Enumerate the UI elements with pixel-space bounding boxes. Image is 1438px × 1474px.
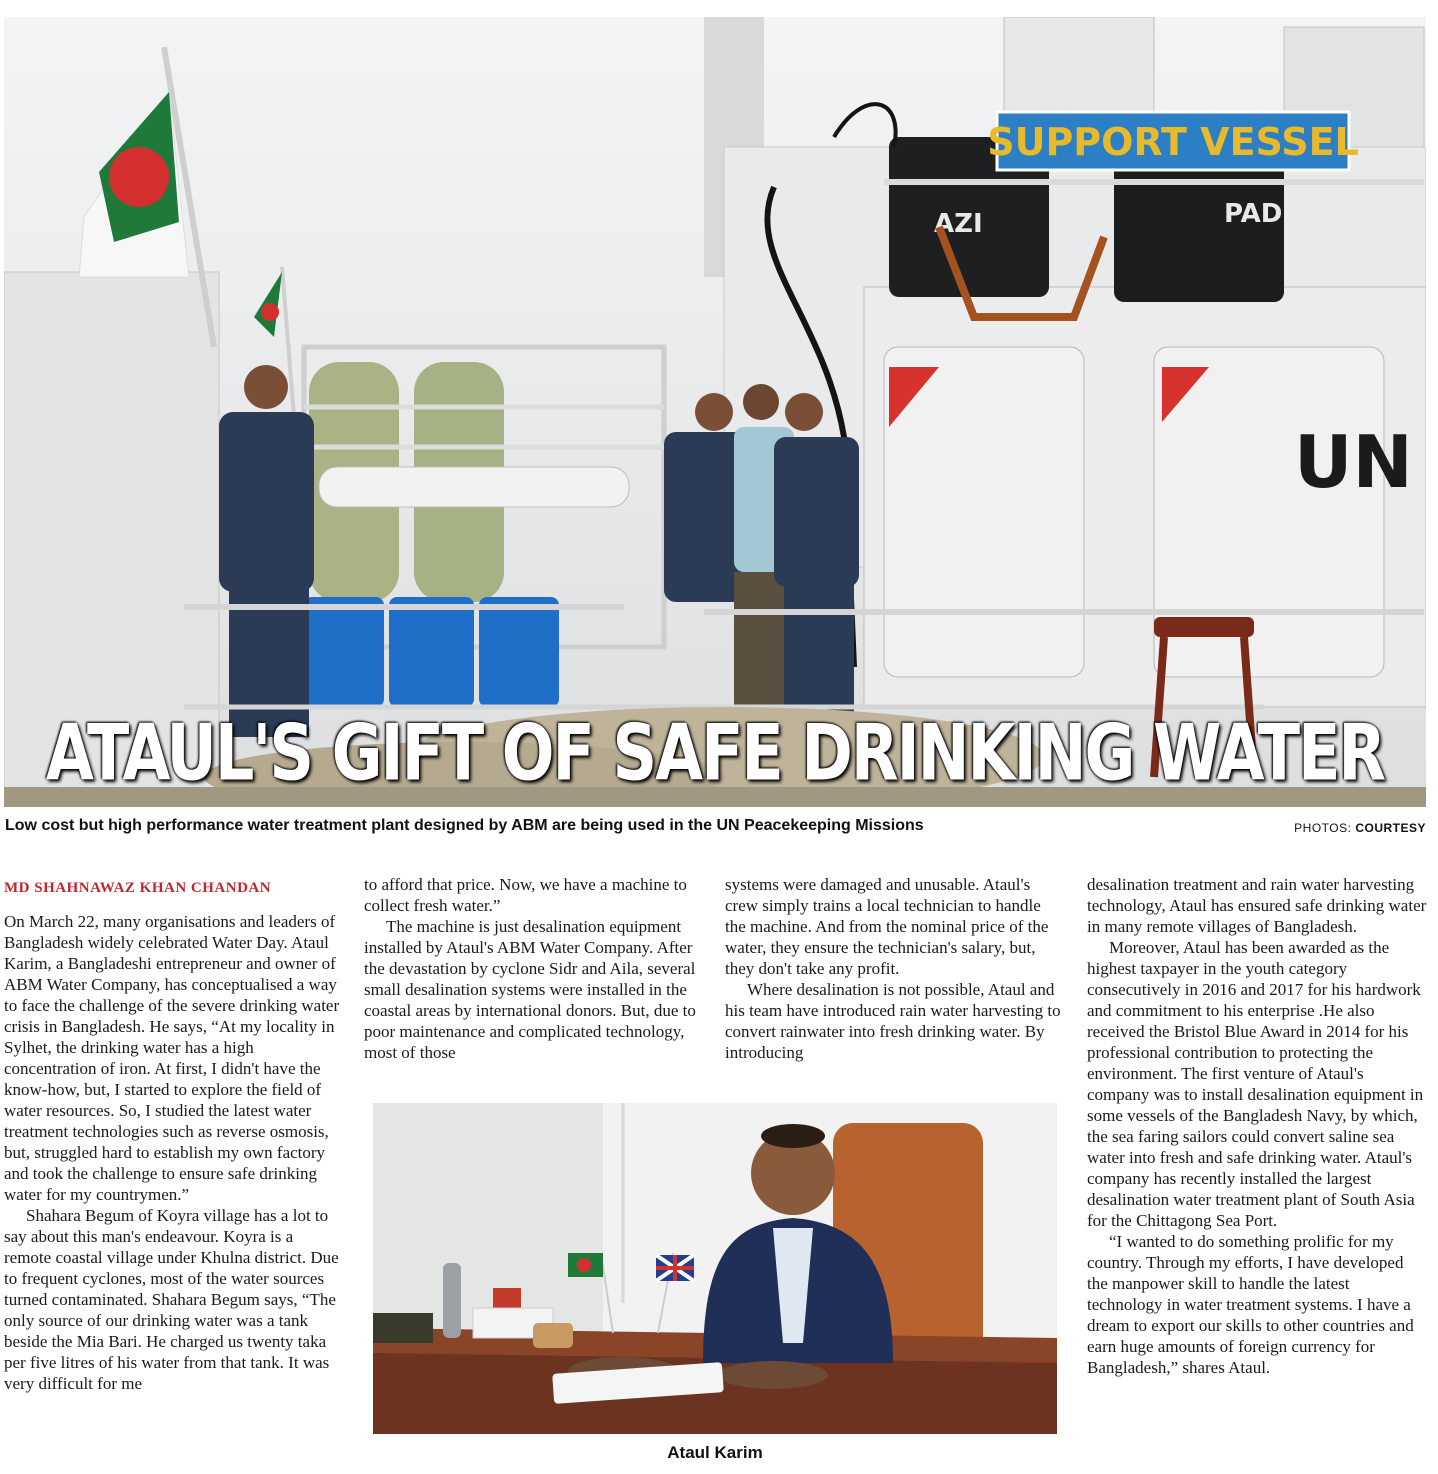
article-column-4	[1087, 874, 1427, 1378]
portrait-photo	[373, 1103, 1057, 1434]
paragraph: Shahara Begum of Koyra village has a lot to say about this man's endeavour. Koyra is a remote coastal village under Khulna district. Due to frequent cyclones, most of the water sources turned contaminated. Shahara Begum says, “The only source of our drinking water was a tank beside the Mia Bari. He charged us twenty taka per five litres of his water from that tank. It was very difficult for me	[4, 1206, 339, 1393]
photo-credit	[1294, 821, 1426, 835]
ship-illustration	[4, 17, 1426, 807]
paragraph: systems were damaged and unusable. Ataul's crew simply trains a local technician to handle the machine. And from the nominal price of the water, they ensure the technician's salary, but, they don't take any profit.	[725, 875, 1049, 978]
article-column-1	[4, 874, 344, 1394]
un-hull-text: UN	[1294, 420, 1413, 504]
byline: MD SHAHNAWAZ KHAN CHANDAN	[4, 880, 272, 896]
paragraph: “I wanted to do something prolific for my country. Through my efforts, I have developed the manpower skill to handle the latest technology in water treatment systems. I have a dream to export our skills to other countries and earn huge amounts of foreign currency for Bangladesh,” shares Ataul.	[1087, 1232, 1414, 1377]
photo-caption: Low cost but high performance water treatment plant designed by ABM are being used in the UN Peacekeeping Missions	[5, 817, 924, 834]
credit-label: PHOTOS:	[1294, 821, 1352, 835]
credit-value: COURTESY	[1355, 821, 1426, 835]
tank-text-2: PAD	[1224, 199, 1283, 229]
paragraph: On March 22, many organisations and leaders of Bangladesh widely celebrated Water Day. Ataul Karim, a Bangladeshi entrepreneur and owner of ABM Water Company, has conceptualised a way to face the challenge of the severe drinking water crisis in Bangladesh. He says, “At my locality in Sylhet, the drinking water has a high concentration of iron. At first, I didn't have the know-how, but, I started to explore the field of water resources. So, I studied the latest water treatment technologies such as reverse osmosis, but, struggled hard to establish my own factory and took the challenge to ensure safe drinking water for my countrymen.”	[4, 912, 340, 1204]
headline: ATAUL'S GIFT OF SAFE DRINKING WATER	[45, 707, 1385, 799]
paragraph: Where desalination is not possible, Ataul and his team have introduced rain water harvesting to convert rainwater into fresh drinking water. By introducing	[725, 980, 1061, 1062]
support-vessel-text: SUPPORT VESSEL	[987, 120, 1359, 164]
portrait-caption: Ataul Karim	[667, 1443, 763, 1462]
paragraph: desalination treatment and rain water harvesting technology, Ataul has ensured safe drinking water in many remote villages of Bangladesh.	[1087, 875, 1427, 936]
hero-photo	[4, 17, 1426, 807]
tank-text-1: AZI	[934, 209, 983, 239]
paragraph: Moreover, Ataul has been awarded as the highest taxpayer in the youth category consecutively in 2016 and 2017 for his hardwork and commitment to his enterprise .He also received the Bristol Blue Award in 2014 for his professional contribution to protecting the environment. The first venture of Ataul's company was to install desalination equipment in some vessels of the Bangladesh Navy, by which, the sea faring sailors could convert saline sea water into fresh and safe drinking water. Ataul's company has recently installed the largest desalination water treatment plant of South Asia for the Chittagong Sea Port.	[1087, 938, 1424, 1230]
paragraph: to afford that price. Now, we have a machine to collect fresh water.”	[364, 875, 687, 915]
article-column-3	[725, 874, 1065, 1063]
portrait-illustration	[373, 1103, 1057, 1434]
article-column-2	[364, 874, 710, 1063]
paragraph: The machine is just desalination equipment installed by Ataul's ABM Water Company. After the devastation by cyclone Sidr and Aila, several small desalination systems were installed in the coastal areas by international donors. But, due to poor maintenance and complicated technology, most of those	[364, 917, 696, 1062]
